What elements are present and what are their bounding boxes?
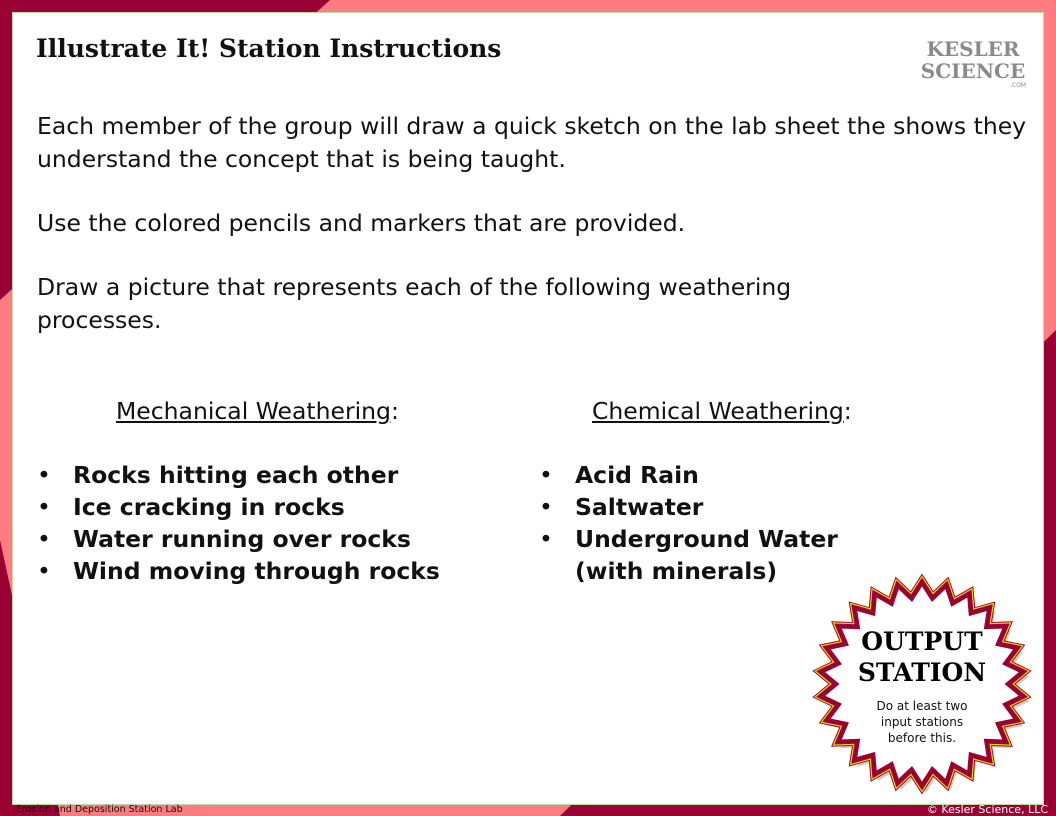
footer-copyright: © Kesler Science, LLC — [926, 803, 1048, 816]
chemical-list — [539, 459, 979, 587]
mechanical-column — [37, 395, 539, 587]
instructions-content — [37, 110, 1027, 587]
weathering-columns — [37, 395, 1027, 587]
list-item: • Acid Rain — [539, 459, 979, 491]
instruction-draw: Draw a picture that represents each of the following weathering processes. — [37, 273, 792, 334]
list-item: • Saltwater — [539, 491, 979, 523]
list-item: • Water running over rocks — [37, 523, 539, 555]
chemical-heading: Chemical Weathering: — [592, 397, 852, 425]
badge-note: Do at least two input stations before this. — [876, 699, 968, 745]
list-item: • Underground Water — [539, 523, 979, 555]
list-item: • Ice cracking in rocks — [37, 491, 539, 523]
list-item: • Rocks hitting each other — [37, 459, 539, 491]
instruction-materials: Use the colored pencils and markers that are provided. — [37, 209, 686, 237]
footer-lab-name: Erosion and Deposition Station Lab — [16, 804, 183, 815]
kesler-science-logo: KESLER SCIENCE .COM — [920, 37, 1026, 89]
list-item-continuation: (with minerals) — [575, 557, 778, 585]
list-item: • Wind moving through rocks — [37, 555, 539, 587]
chemical-column — [539, 395, 979, 587]
mechanical-list — [37, 459, 539, 587]
mechanical-heading: Mechanical Weathering: — [116, 397, 399, 425]
page-title: Illustrate It! Station Instructions — [36, 34, 502, 63]
instruction-sketch: Each member of the group will draw a quick sketch on the lab sheet the shows they understand the concept that is being taught. — [37, 112, 1027, 173]
output-station-badge: OUTPUT STATION Do at least two input stations before this. — [842, 626, 1002, 746]
